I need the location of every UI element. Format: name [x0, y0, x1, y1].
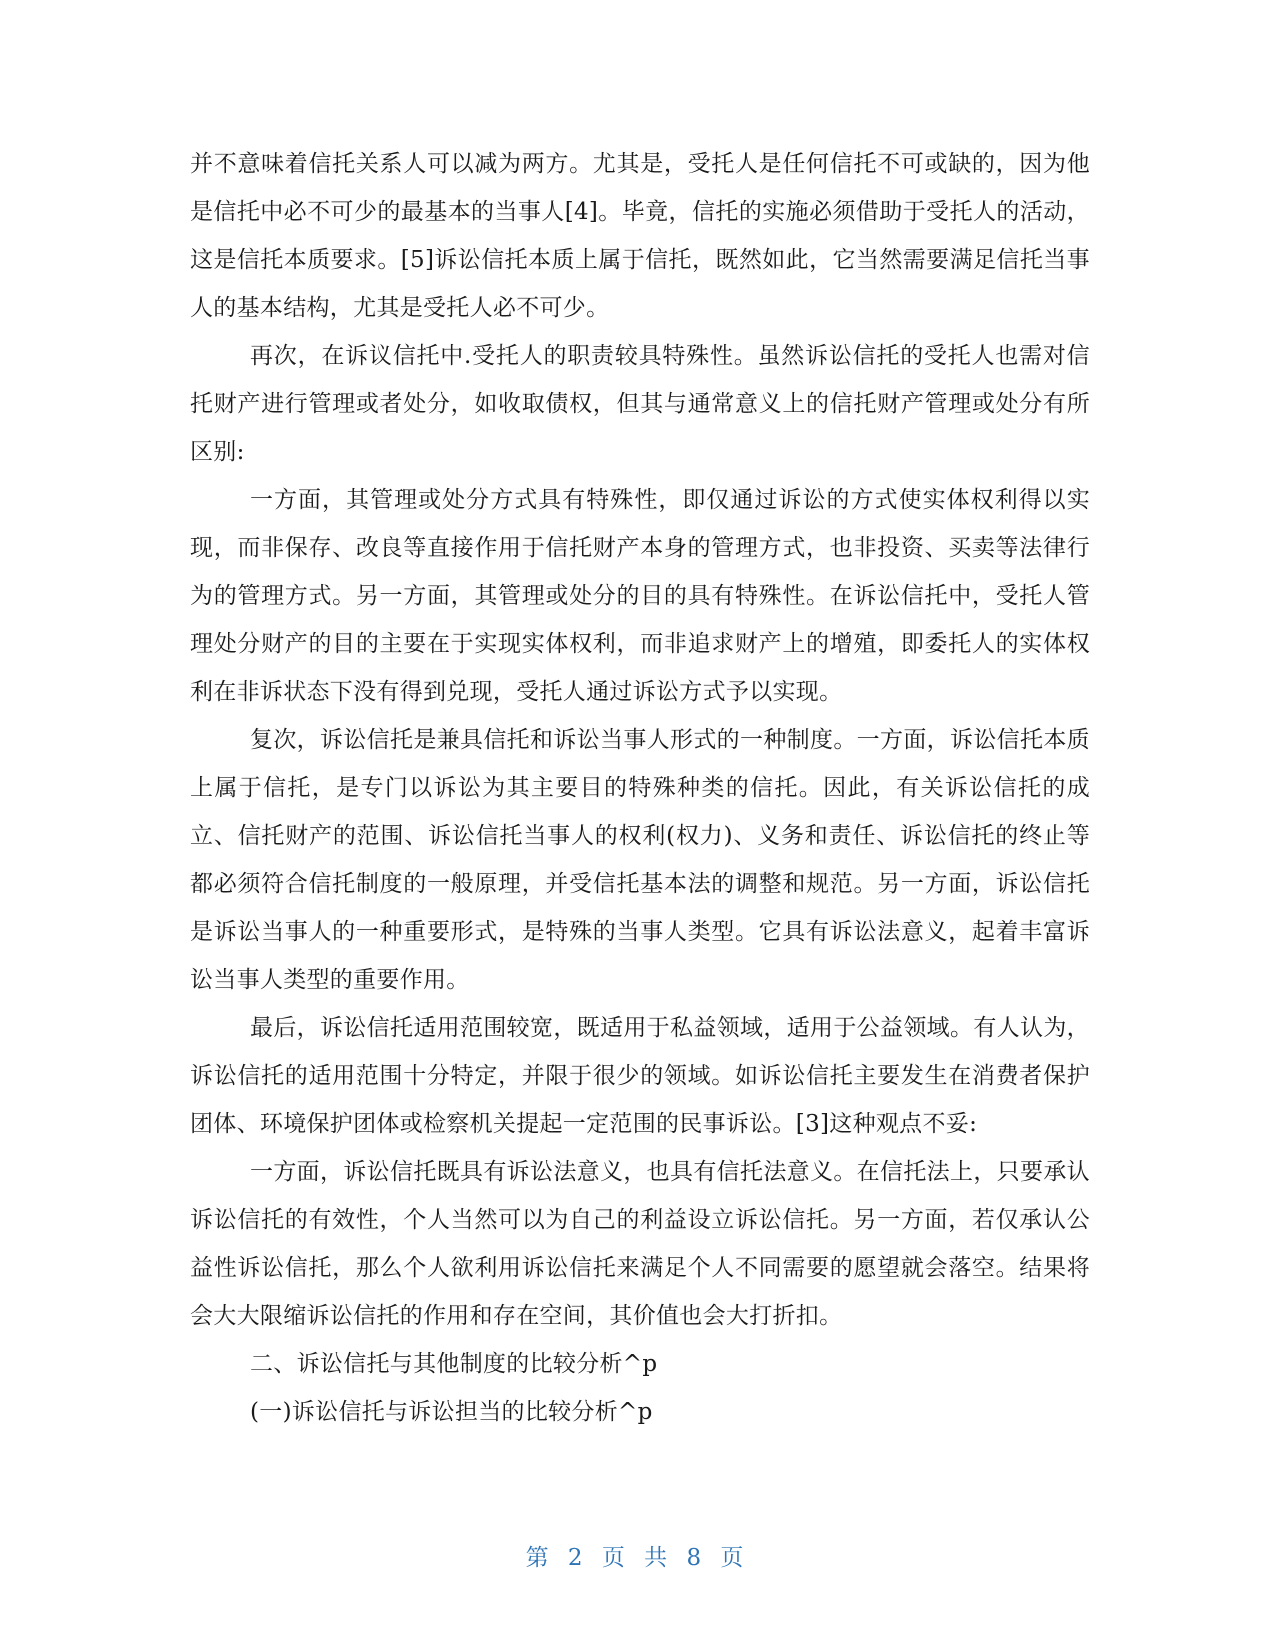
- subsection-heading: (一)诉讼信托与诉讼担当的比较分析^p: [250, 1399, 653, 1425]
- paragraph-4: 复次，诉讼信托是兼具信托和诉讼当事人形式的一种制度。一方面，诉讼信托本质上属于信托，是专门以诉讼为其主要目的特殊种类的信托。因此，有关诉讼信托的成立、信托财产的范围、诉讼信托当事人的权利(权力)、义务和责任、诉讼信托的终止等都必须符合信托制度的一般原理，并受信托基本法的调整和规范。另一方面，诉讼信托是诉讼当事人的一种重要形式，是特殊的当事人类型。它具有诉讼法意义，起着丰富诉讼当事人类型的重要作用。: [190, 727, 1090, 993]
- section-heading: 二、诉讼信托与其他制度的比较分析^p: [250, 1351, 658, 1377]
- page-number-footer: 第 2 页 共 8 页: [525, 1545, 750, 1571]
- paragraph-5: 最后，诉讼信托适用范围较宽，既适用于私益领域，适用于公益领域。有人认为，诉讼信托的适用范围十分特定，并限于很少的领域。如诉讼信托主要发生在消费者保护团体、环境保护团体或检察机关提起一定范围的民事诉讼。[3]这种观点不妥:: [190, 1015, 1090, 1137]
- paragraph-3: 一方面，其管理或处分方式具有特殊性，即仅通过诉讼的方式使实体权利得以实现，而非保存、改良等直接作用于信托财产本身的管理方式，也非投资、买卖等法律行为的管理方式。另一方面，其管理或处分的目的具有特殊性。在诉讼信托中，受托人管理处分财产的目的主要在于实现实体权利，而非追求财产上的增殖，即委托人的实体权利在非诉状态下没有得到兑现，受托人通过诉讼方式予以实现。: [190, 487, 1090, 705]
- paragraph-6: 一方面，诉讼信托既具有诉讼法意义，也具有信托法意义。在信托法上，只要承认诉讼信托的有效性，个人当然可以为自己的利益设立诉讼信托。另一方面，若仅承认公益性诉讼信托，那么个人欲利用诉讼信托来满足个人不同需要的愿望就会落空。结果将会大大限缩诉讼信托的作用和存在空间，其价值也会大打折扣。: [190, 1159, 1090, 1329]
- document-body: [190, 140, 1090, 1436]
- paragraph-2: 再次，在诉议信托中.受托人的职责较具特殊性。虽然诉讼信托的受托人也需对信托财产进行管理或者处分，如收取债权，但其与通常意义上的信托财产管理或处分有所区别:: [190, 343, 1090, 465]
- paragraph-1: 并不意味着信托关系人可以减为两方。尤其是，受托人是任何信托不可或缺的，因为他是信托中必不可少的最基本的当事人[4]。毕竟，信托的实施必须借助于受托人的活动，这是信托本质要求。[5]诉讼信托本质上属于信托，既然如此，它当然需要满足信托当事人的基本结构，尤其是受托人必不可少。: [190, 151, 1090, 321]
